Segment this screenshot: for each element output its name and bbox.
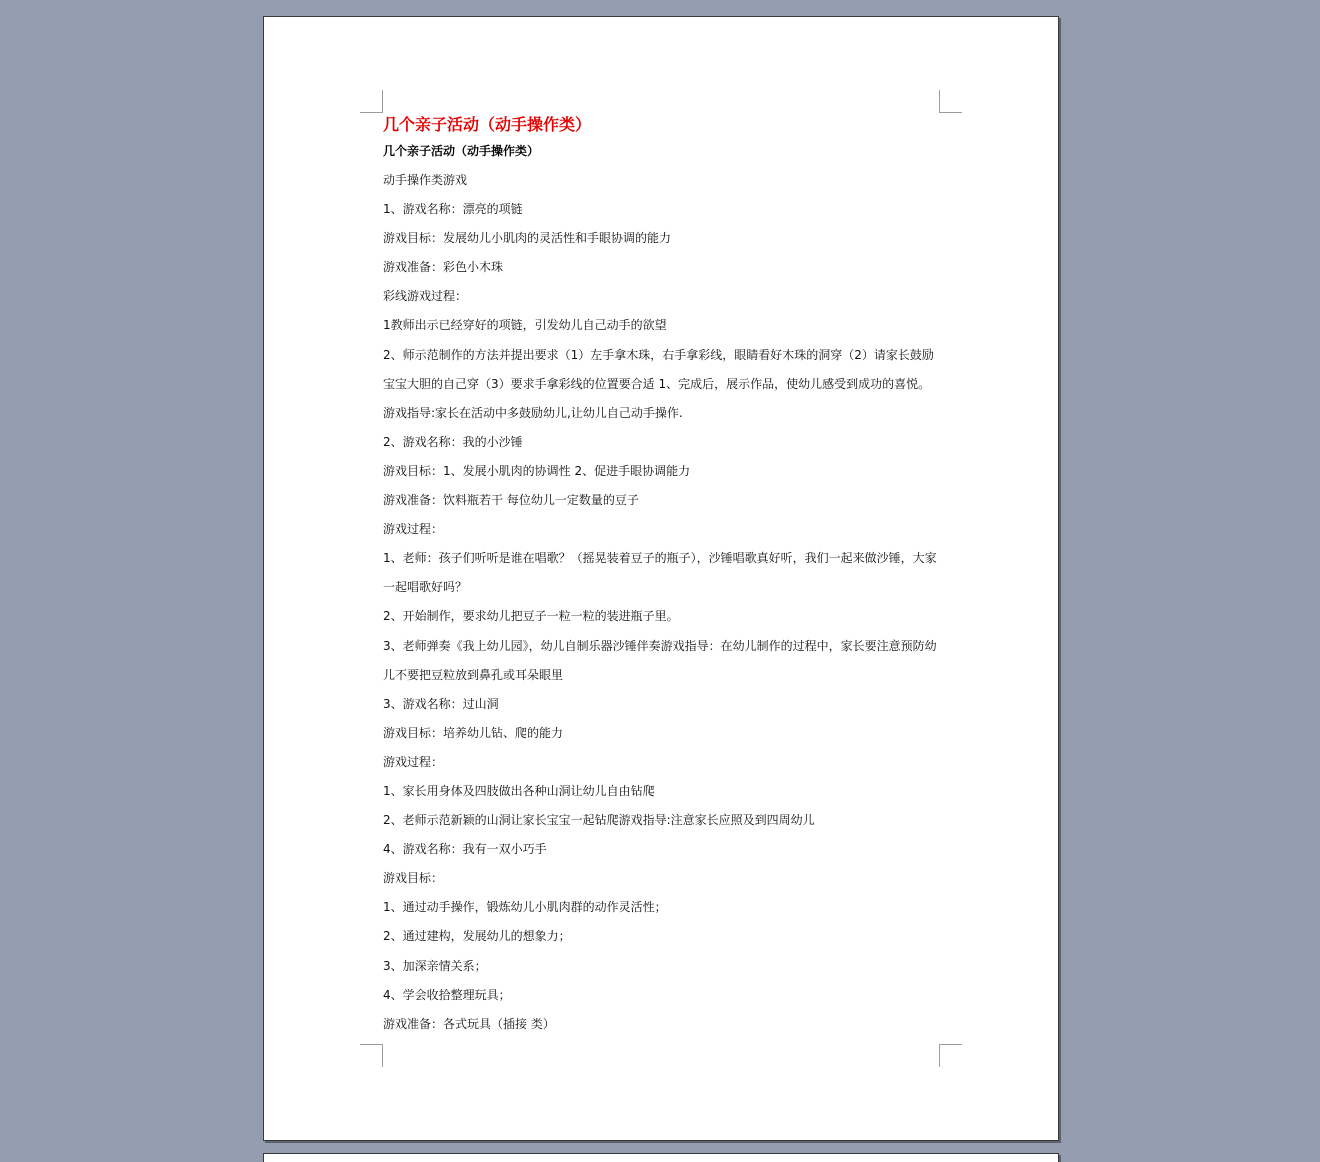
- paragraph: 2、通过建构，发展幼儿的想象力；: [383, 929, 571, 944]
- page-content: [383, 113, 943, 1039]
- document-title: 几个亲子活动（动手操作类）: [383, 115, 592, 134]
- margin-corner-bottom-right: [939, 1044, 962, 1067]
- paragraph: 彩线游戏过程：: [383, 289, 468, 304]
- paragraph: 4、游戏名称：我有一双小巧手: [383, 842, 547, 857]
- paragraph: 2、老师示范新颖的山洞让家长宝宝一起钻爬游戏指导:注意家长应照及到四周幼儿: [383, 813, 815, 828]
- paragraph: 游戏目标：发展幼儿小肌肉的灵活性和手眼协调的能力: [383, 231, 672, 246]
- paragraph: 游戏过程：: [383, 754, 444, 769]
- paragraph: 4、学会收拾整理玩具；: [383, 987, 511, 1002]
- paragraph: 1、通过动手操作，锻炼幼儿小肌肉群的动作灵活性；: [383, 900, 667, 915]
- paragraph: 游戏目标：: [383, 871, 444, 886]
- paragraph: 2、师示范制作的方法并提出要求（1）左手拿木珠，右手拿彩线，眼睛看好木珠的洞穿（2）请家长鼓励: [383, 347, 934, 362]
- paragraph: 3、加深亲情关系；: [383, 958, 487, 973]
- paragraph-list: [383, 166, 943, 1039]
- paragraph: 2、开始制作，要求幼儿把豆子一粒一粒的装进瓶子里。: [383, 609, 679, 624]
- next-page: [263, 1153, 1059, 1162]
- paragraph: 游戏准备：各式玩具（插接 类）: [383, 1016, 555, 1031]
- margin-corner-top-left: [360, 90, 383, 113]
- paragraph: 儿不要把豆粒放到鼻孔或耳朵眼里: [383, 667, 564, 682]
- paragraph: 动手操作类游戏: [383, 173, 468, 187]
- paragraph: 游戏准备：饮料瓶若干 每位幼儿一定数量的豆子: [383, 493, 639, 508]
- paragraph: 游戏指导:家长在活动中多鼓励幼儿,让幼儿自己动手操作.: [383, 405, 683, 420]
- paragraph: 游戏准备：彩色小木珠: [383, 260, 504, 275]
- paragraph: 3、老师弹奏《我上幼儿园》，幼儿自制乐器沙锤伴奏游戏指导：在幼儿制作的过程中，家长要注意预防幼: [383, 638, 937, 653]
- paragraph: 2、游戏名称：我的小沙锤: [383, 434, 523, 449]
- margin-corner-top-right: [939, 90, 962, 113]
- paragraph: 宝宝大胆的自己穿（3）要求手拿彩线的位置要合适 1、完成后，展示作品，使幼儿感受到成功的喜悦。: [383, 376, 931, 391]
- document-page: [263, 16, 1059, 1141]
- paragraph: 游戏目标：培养幼儿钻、爬的能力: [383, 725, 564, 740]
- paragraph: 游戏目标：1、发展小肌肉的协调性 2、促进手眼协调能力: [383, 463, 691, 478]
- paragraph: 游戏过程：: [383, 522, 444, 537]
- paragraph: 1、老师：孩子们听听是谁在唱歌？（摇晃装着豆子的瓶子），沙锤唱歌真好听，我们一起来做沙锤，大家: [383, 551, 937, 566]
- paragraph: 1、游戏名称：漂亮的项链: [383, 202, 523, 217]
- paragraph: 1教师出示已经穿好的项链，引发幼儿自己动手的欲望: [383, 318, 667, 333]
- paragraph: 3、游戏名称：过山洞: [383, 696, 499, 711]
- margin-corner-bottom-left: [360, 1044, 383, 1067]
- document-subtitle: 几个亲子活动（动手操作类）: [383, 144, 540, 158]
- paragraph: 1、家长用身体及四肢做出各种山洞让幼儿自由钻爬: [383, 783, 655, 798]
- paragraph: 一起唱歌好吗？: [383, 580, 468, 595]
